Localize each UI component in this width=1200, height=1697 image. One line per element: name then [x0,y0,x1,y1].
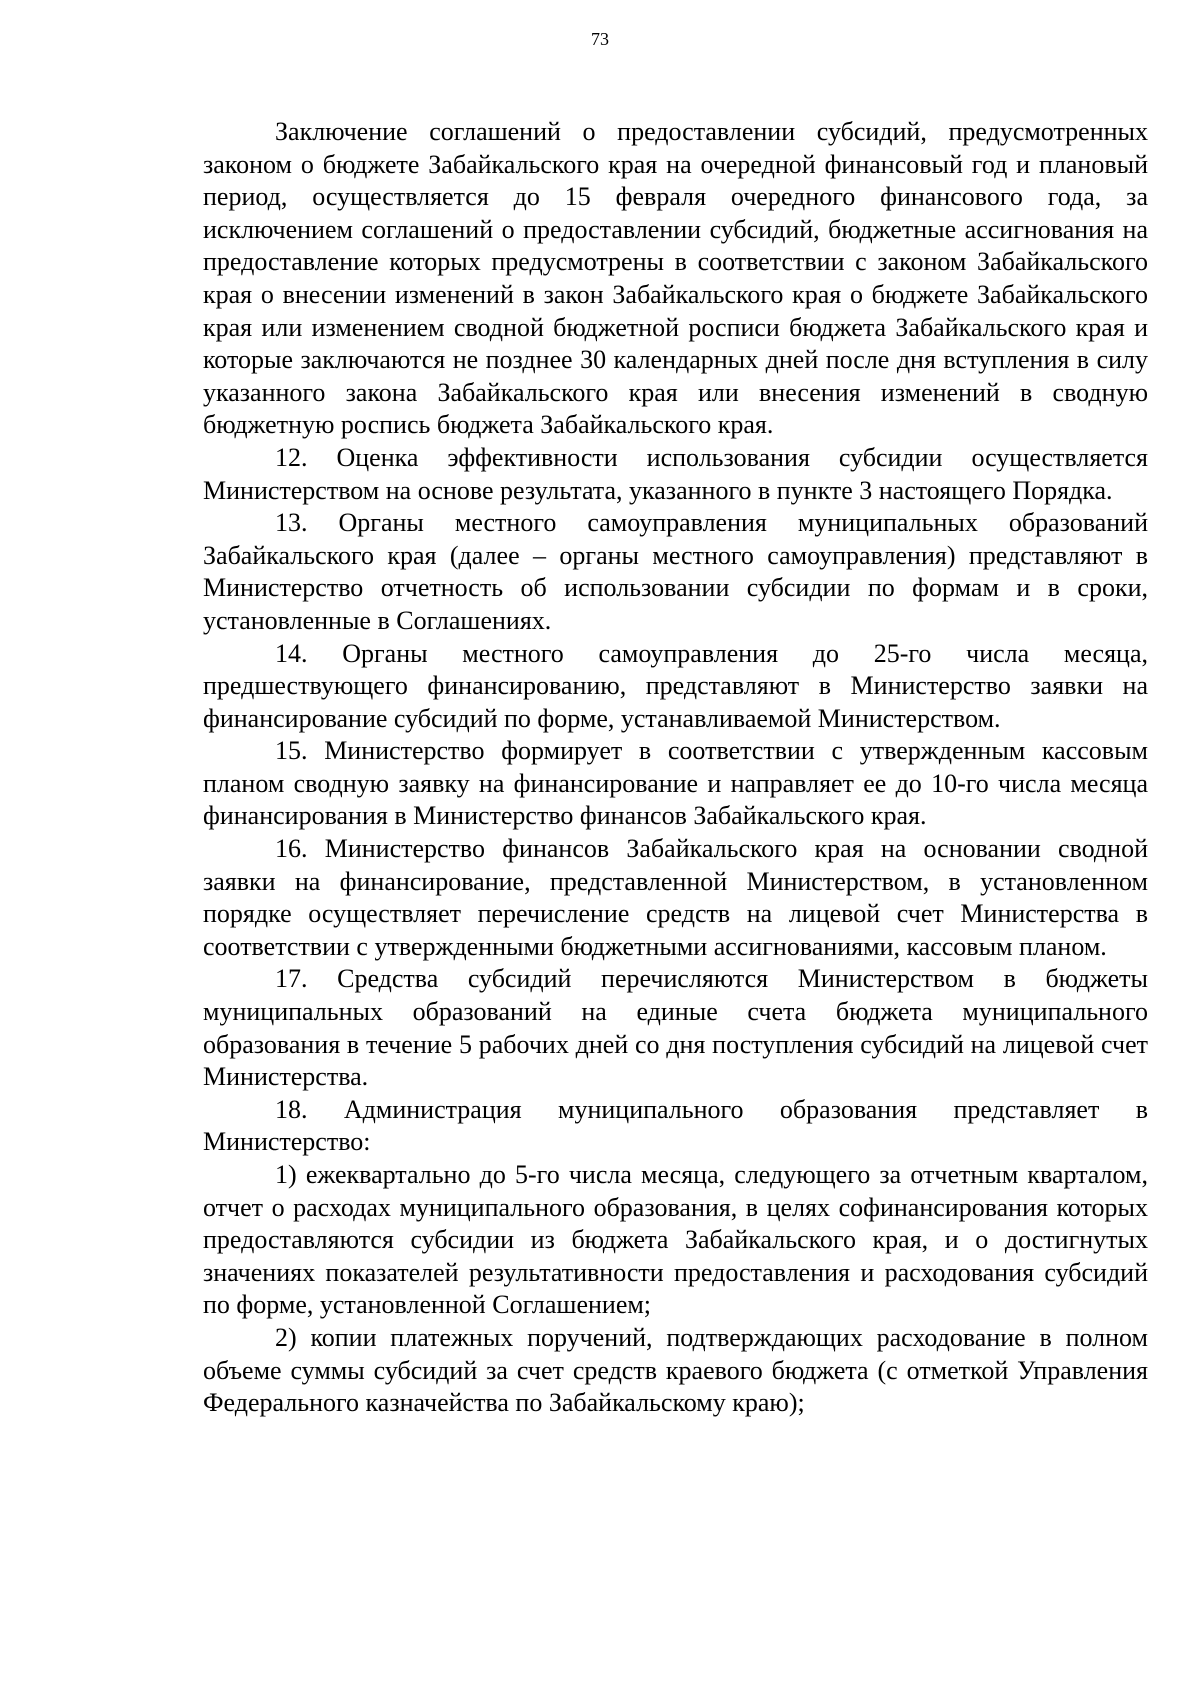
paragraph-16: 16. Министерство финансов Забайкальского края на основании сводной заявки на финансирование, представленной Министерством, в установленном порядке осуществляет перечисление средств на лицевой счет Министерства в соответствии с утвержденными бюджетными ассигнованиями, кассовым планом. [203,834,1148,961]
document-body [203,116,1148,1420]
page-number: 73 [591,29,609,49]
paragraph-18: 18. Администрация муниципального образования представляет в Министерство: [203,1094,1148,1157]
paragraph-12: 12. Оценка эффективности использования субсидии осуществляется Министерством на основе результата, указанного в пункте 3 настоящего Порядка. [203,442,1148,505]
paragraph-18-item-2: 2) копии платежных поручений, подтверждающих расходование в полном объеме суммы субсидий за счет средств краевого бюджета (с отметкой Управления Федерального казначейства по Забайкальскому краю); [203,1322,1148,1418]
paragraph-18-item-1: 1) ежеквартально до 5-го числа месяца, следующего за отчетным кварталом, отчет о расходах муниципального образования, в целях софинансирования которых предоставляются субсидии из бюджета Забайкальского края, и о достигнутых значениях показателей результативности предоставления и расходования субсидий по форме, установленной Соглашением; [203,1160,1148,1320]
paragraph-14: 14. Органы местного самоуправления до 25-го числа месяца, предшествующего финансированию, представляют в Министерство заявки на финансирование субсидий по форме, устанавливаемой Министерством. [203,638,1148,733]
paragraph-agreements: Заключение соглашений о предоставлении субсидий, предусмотренных законом о бюджете Забайкальского края на очередной финансовый год и плановый период, осуществляется до 15 февраля очередного финансового года, за исключением соглашений о предоставлении субсидий, бюджетные ассигнования на предоставление которых предусмотрены в соответствии с законом Забайкальского края о внесении изменений в закон Забайкальского края о бюджете Забайкальского края или изменением сводной бюджетной росписи бюджета Забайкальского края и которые заключаются не позднее 30 календарных дней после дня вступления в силу указанного закона Забайкальского края или внесения изменений в сводную бюджетную роспись бюджета Забайкальского края. [203,117,1148,440]
paragraph-13: 13. Органы местного самоуправления муниципальных образований Забайкальского края (далее – органы местного самоуправления) представляют в Министерство отчетность об использовании субсидии по формам и в сроки, установленные в Соглашениях. [203,508,1148,635]
paragraph-17: 17. Средства субсидий перечисляются Министерством в бюджеты муниципальных образований на единые счета бюджета муниципального образования в течение 5 рабочих дней со дня поступления субсидий на лицевой счет Министерства. [203,964,1148,1092]
paragraph-15: 15. Министерство формирует в соответствии с утвержденным кассовым планом сводную заявку на финансирование и направляет ее до 10-го числа месяца финансирования в Министерство финансов Забайкальского края. [203,736,1148,831]
